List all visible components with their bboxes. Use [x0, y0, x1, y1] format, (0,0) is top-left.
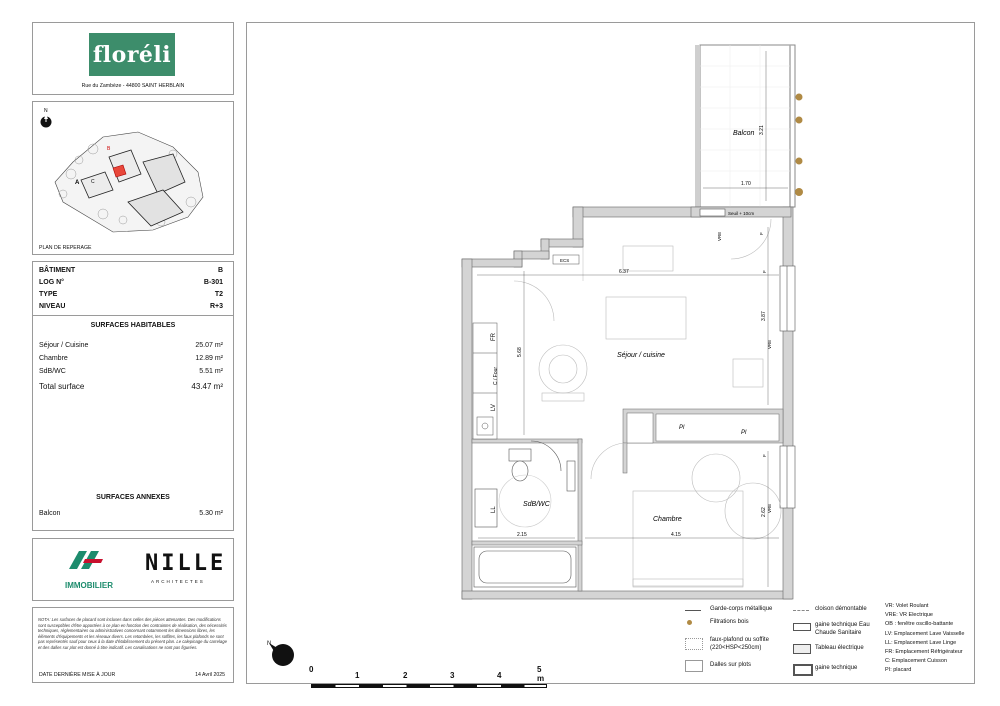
room-label-sejour: Séjour / cuisine	[617, 352, 665, 359]
shaft-icon	[793, 664, 813, 676]
bedroom-furniture	[591, 443, 781, 587]
legend-abbreviations: VR: Volet Roulant VRE: VR Electrique OB : fenêtre oscillo-battante LV: Emplacement Lave Vaisselle LL: Emplacement Lave Linge FR: Emplacement Réfrigérateur C: Emplacement Cuisson PI: placard	[885, 603, 965, 674]
legend: Garde-corps métallique Filtrations bois faux-plafond ou soffite (220<HSP<250cm) Dalles sur plots cloison démontable gaine technique Eau Chaude Sanitaire Tableau électrique gaine technique VR: Volet Roulant VRE: VR Electrique OB : fenêtre oscillo-battante LV: Emplacement Lave Vaisselle LL: Emplacement Lave Linge FR: Emplacement Réfrigérateur C: Emplacement Cuisson PI: placard	[685, 606, 975, 684]
line-icon	[685, 610, 701, 611]
bank-name: IMMOBILIER	[65, 581, 113, 590]
scale-tick-0: 0	[309, 665, 314, 674]
note-panel	[32, 607, 234, 683]
scale-tick-5: 5 m	[537, 665, 545, 683]
hatch-icon	[685, 638, 703, 650]
tag-vre-1: VRE	[717, 231, 722, 241]
tag-lv: LV	[491, 404, 497, 411]
info-row-batiment: BÂTIMENT B	[39, 267, 223, 274]
bank-logo-icon	[63, 547, 123, 575]
scale-bar	[309, 665, 547, 685]
dim-chambre-w: 4.15	[671, 532, 681, 538]
tag-vre-3: VRE	[767, 503, 772, 513]
brand-panel	[32, 22, 234, 95]
dot-icon	[687, 620, 692, 625]
scale-tick-4: 4	[497, 671, 502, 680]
room-label-sdb: SdB/WC	[523, 501, 550, 508]
tag-ece: ECS	[560, 258, 570, 263]
tag-f-1: F	[762, 270, 767, 273]
svg-text:N: N	[267, 641, 272, 647]
dim-sejour-h: 3.87	[761, 311, 767, 321]
dim-sejour-w: 6.37	[619, 269, 629, 275]
building-label-a: A	[75, 180, 80, 186]
tag-c-four: C / Four	[493, 366, 499, 385]
tag-pl-1: Pl	[679, 425, 685, 431]
legal-note: NOTA: Les surfaces de placard sont incluses dans celles des pièces attenantes. Des modifications sont susceptibles d'être apportées à ce plan en fonction des contraintes de réalisation, des nécessités techniques, réglementaires ou administratives concernant notamment les dimensions libres, les éléments d'équipements et les réseaux divers. Les retombées, les soffites, les faux plafonds ne sont pas représentés sauf pour ceux à la date d'établissement du présent plan. Le calepinage du carrelage et des dalles sur plot est donné à titre indicatif. Les canalisations ne sont pas figurées.	[38, 617, 227, 650]
floor-plan-panel	[246, 22, 975, 684]
floor-plan	[247, 23, 976, 685]
divider	[33, 315, 233, 316]
surface-row-chambre: Chambre 12.89 m²	[39, 355, 223, 362]
wood-filtration-markers	[795, 94, 803, 197]
surface-row-sejour: Séjour / Cuisine 25.07 m²	[39, 342, 223, 349]
room-label-chambre: Chambre	[653, 516, 682, 523]
site-plan-map	[33, 102, 233, 254]
scale-tick-2: 2	[403, 671, 408, 680]
plan-north-arrow-icon	[265, 635, 299, 669]
scale-tick-3: 3	[450, 671, 455, 680]
update-label: DATE DERNIÈRE MISE À JOUR	[39, 672, 116, 678]
tag-vre-2: VRE	[767, 339, 772, 349]
site-plan-caption: PLAN DE REPERAGE	[39, 245, 92, 251]
north-arrow-icon	[41, 114, 52, 128]
partners-panel	[32, 538, 234, 601]
architect-sub: ARCHITECTES	[151, 579, 205, 584]
info-row-log: LOG N° B-301	[39, 279, 223, 286]
building-label-b: B	[107, 146, 111, 152]
architect-logo: NILLE	[145, 551, 227, 576]
tag-f-2: F	[762, 454, 767, 457]
dim-sdb-w: 2.15	[517, 532, 527, 538]
site-plan-panel	[32, 101, 234, 255]
floreli-logo	[89, 33, 175, 76]
tag-fr: FR	[491, 333, 497, 341]
annex-title: SURFACES ANNEXES	[96, 494, 170, 501]
bathroom-fixtures	[474, 441, 576, 587]
north-label: N	[44, 108, 48, 114]
walls	[462, 207, 793, 599]
unit-info-panel	[32, 261, 234, 531]
tag-pl-2: Pl	[741, 430, 747, 436]
panel-icon	[793, 644, 811, 654]
room-label-balcon: Balcon	[733, 130, 755, 137]
dim-balcon-w: 1.70	[741, 181, 751, 187]
logo-text: floréli	[92, 41, 172, 68]
dim-kitchen-h: 5.68	[517, 347, 523, 357]
tag-seuil: Seuil + 10cm	[728, 211, 755, 216]
info-row-type: TYPE T2	[39, 291, 223, 298]
scale-tick-1: 1	[355, 671, 360, 680]
dash-icon	[793, 610, 809, 611]
dim-chambre-h: 2.62	[761, 507, 767, 517]
box-icon	[685, 660, 703, 672]
windows	[700, 209, 795, 508]
annex-row-balcon: Balcon 5.30 m²	[39, 510, 223, 517]
info-row-niveau: NIVEAU R+3	[39, 303, 223, 310]
surface-row-sdb: SdB/WC 5.51 m²	[39, 368, 223, 375]
update-date: 14 Avril 2025	[195, 672, 225, 678]
ece-icon	[793, 623, 811, 631]
surface-total: Total surface 43.47 m²	[39, 382, 223, 391]
dim-balcon-h: 3.21	[759, 125, 765, 135]
address: Rue du Zambèze - 44800 SAINT HERBLAIN	[81, 83, 185, 89]
habitable-title: SURFACES HABITABLES	[90, 322, 176, 329]
tag-f-3: F	[759, 232, 764, 235]
building-label-c: C	[91, 179, 95, 185]
tag-ll: LL	[491, 506, 497, 513]
